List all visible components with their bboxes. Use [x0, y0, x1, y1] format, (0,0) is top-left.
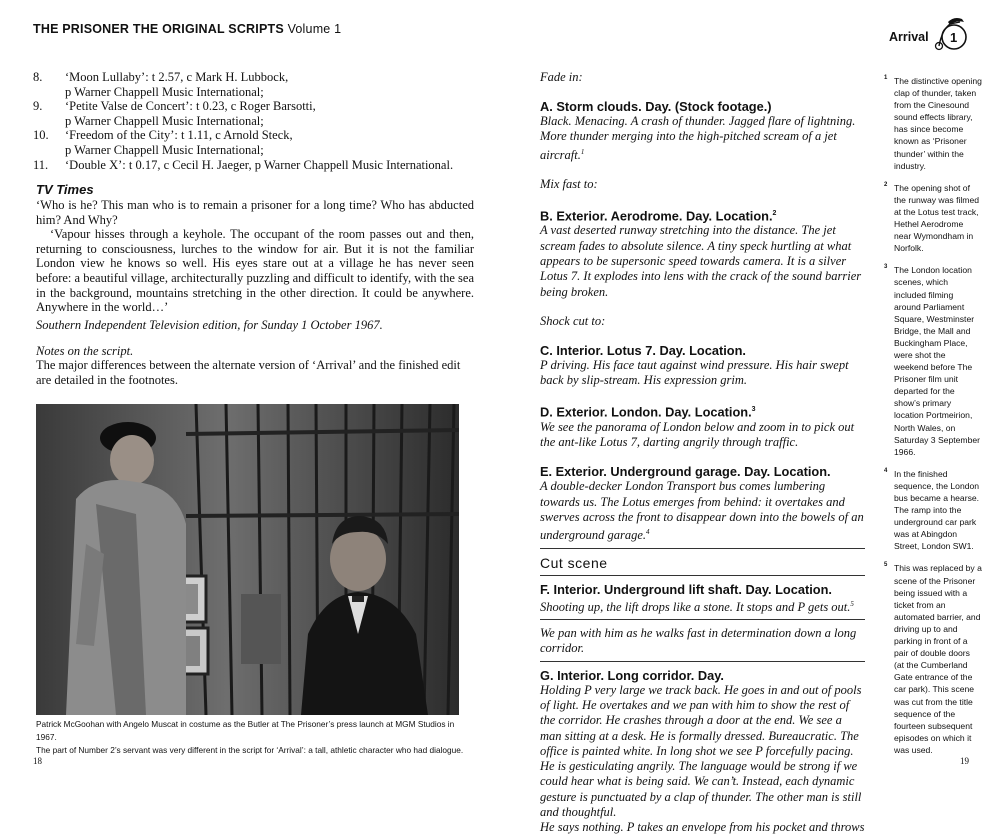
scene-heading-c: C. Interior. Lotus 7. Day. Location. — [540, 342, 746, 358]
tv-times-para: ‘Who is he? This man who is to remain a prisoner for a long time? Who has abducted him? And Why? — [36, 198, 474, 227]
footnote: 1 The distinctive opening clap of thunder, taken from the Cinesound sound effects library, has since become known as ‘Prisoner thunder’ within the industry. — [884, 75, 982, 171]
episode-title: Arrival — [889, 30, 929, 44]
divider — [540, 548, 865, 549]
music-cue-item: 11. ‘Double X’: t 0.17, c Cecil H. Jaeger, p Warner Chappell Music International. — [33, 157, 454, 172]
scene-heading-a: A. Storm clouds. Day. (Stock footage.) — [540, 99, 772, 114]
scene-heading-f: F. Interior. Underground lift shaft. Day. Location. — [540, 581, 832, 597]
scene-body-d: We see the panorama of London below and zoom in to pick out the ant-like Lotus 7, darting angrily through traffic. — [540, 419, 855, 449]
footnote-marker: 3 — [751, 406, 756, 414]
book-title: THE ORIGINAL SCRIPTS — [132, 22, 284, 36]
scene-body-b: A vast deserted runway stretching into the distance. The jet scream fades to absolute silence. A tiny speck hurtling at what appears to be supersonic speed towards camera. It is a silver Lotus 7. It explodes into lens with the crack of the sound barrier being broken. — [540, 223, 862, 299]
volume-label: Volume 1 — [287, 22, 342, 36]
series-title: THE PRISONER — [33, 22, 130, 36]
scene-heading-g: G. Interior. Long corridor. Day. — [540, 667, 724, 683]
notes-body: The major differences between the alternate version of ‘Arrival’ and the finished edit are detailed in the footnotes. — [36, 358, 461, 387]
scene-heading-d: D. Exterior. London. Day. Location.$^3$ — [540, 404, 756, 420]
scene-body-f-extra: We pan with him as he walks fast in determination down a long corridor. — [540, 626, 857, 656]
footnote: 4 In the finished sequence, the London bus became a hearse. The ramp into the underground car park was at Abingdon Street, London SW1. — [884, 467, 980, 552]
tv-times-source: Southern Independent Television edition, for Sunday 1 October 1967. — [36, 318, 383, 332]
tv-times-heading: TV Times — [36, 182, 94, 197]
scene-body-f: Shooting up, the lift drops like a stone. It stops and P gets out.$^5$ — [540, 599, 854, 614]
scene-heading-b: B. Exterior. Aerodrome. Day. Location.$^2$ — [540, 208, 777, 224]
footnote-marker: 1 — [580, 147, 585, 156]
scene-body-g: Holding P very large we track back. He goes in and out of pools of light. He overtakes and we pan with him to show the rest of the corridor. He crashes through a door at the end. We see a man sitting at a desk. He is formally dressed. Bureaucratic. The office is painted white. In long shot we see P forcefully pacing. He is gesticulating angrily. The language would be strong if we could hear what is being said. We can’t. Instead, each dynamic gesture is punctuated by a clap of thunder. The other man is still and thoughtful. — [540, 682, 862, 820]
scene-heading-e: E. Exterior. Underground garage. Day. Location. — [540, 464, 831, 480]
divider — [540, 619, 865, 620]
footnotes-column — [884, 75, 982, 766]
divider — [540, 661, 865, 662]
transition-direction: Mix fast to: — [540, 177, 598, 192]
footnote-marker: 4 — [646, 528, 650, 537]
scene-body-e: A double-decker London Transport bus comes lumbering towards us. The Lotus emerges from behind: it overtakes and swerves across the front to disappear down into the bowels of an underground garage.$^4$ — [540, 479, 864, 543]
scene-body-a: Black. Menacing. A crash of thunder. Jagged flare of lightning. More thunder merging into the high-pitched scream of a jet aircraft.$^1$ — [540, 114, 856, 162]
music-cue-item: 10. ‘Freedom of the City’: t 1.11, c Arnold Steck, p Warner Chappell Music International; — [33, 128, 293, 157]
footnote: 5 This was replaced by a scene of the Prisoner being issued with a ticket from an automated barrier, and driving up to and parking in front of a pair of double doors (at the Cumberland Gate entrance of the car park). This scene was cut from the title sequence of the fourteen subsequent episodes on which it was used. — [884, 562, 982, 755]
cut-scene-label: Cut scene — [540, 554, 608, 571]
press-launch-photo — [36, 404, 459, 715]
caption-line: Patrick McGoohan with Angelo Muscat in costume as the Butler at The Prisoner’s press launch at MGM Studios in 1967. — [36, 719, 455, 742]
transition-direction: Fade in: — [540, 70, 583, 84]
footnote-marker: 5 — [850, 599, 854, 608]
episode-number: 1 — [950, 30, 958, 45]
photo-caption — [36, 718, 466, 757]
tv-times-para: ‘Vapour hisses through a keyhole. The occupant of the room passes out and then, returning to consciousness, lurches to the window for air. But it is not the familiar London view he knows so well. His eyes stare out at a village he has never seen before: a beautiful village, architecturally puzzling and difficult to identify, with the sea in the background, mountains stretching in the other direction. It could be anywhere. Anywhere in the world…’ — [36, 227, 474, 315]
footnote: 2 The opening shot of the runway was filmed at the Lotus test track, Hethel Aerodrome near Wymondham in Norfolk. — [884, 181, 980, 254]
page-number-left: 18 — [33, 756, 42, 766]
notes-heading: Notes on the script. — [36, 344, 134, 358]
divider — [540, 575, 865, 576]
scene-body-g-continued: He says nothing. P takes an envelope from his pocket and throws — [540, 820, 865, 835]
photo-illustration — [36, 404, 459, 715]
page-number-right: 19 — [960, 756, 969, 766]
music-cue-item: 8. ‘Moon Lullaby’: t 2.57, c Mark H. Lubbock, p Warner Chappell Music International; — [33, 70, 289, 99]
footnote: 3 The London location scenes, which included filming around Parliament Square, Westminster Bridge, the Mall and Buckingham Place, were shot the weekend before The Prisoner film unit departed for the show’s primary location Portmeirion, North Wales, on Saturday 3 September 1966. — [884, 264, 980, 457]
running-header-left — [33, 22, 341, 36]
scene-body-c: P driving. His face taut against wind pressure. His hair swept back by slip-stream. His expression grim. — [540, 357, 849, 388]
music-cue-item: 9. ‘Petite Valse de Concert’: t 0.23, c Roger Barsotti, p Warner Chappell Music International; — [33, 99, 316, 128]
footnote-marker: 2 — [772, 210, 777, 218]
tv-times-quote — [36, 198, 474, 315]
transition-direction: Shock cut to: — [540, 313, 606, 328]
music-cue-list — [33, 70, 478, 172]
episode-badge — [932, 16, 968, 52]
caption-line: The part of Number 2’s servant was very different in the script for ‘Arrival’: a tall, athletic character who had dialogue. — [36, 745, 464, 755]
script-column — [540, 70, 865, 836]
